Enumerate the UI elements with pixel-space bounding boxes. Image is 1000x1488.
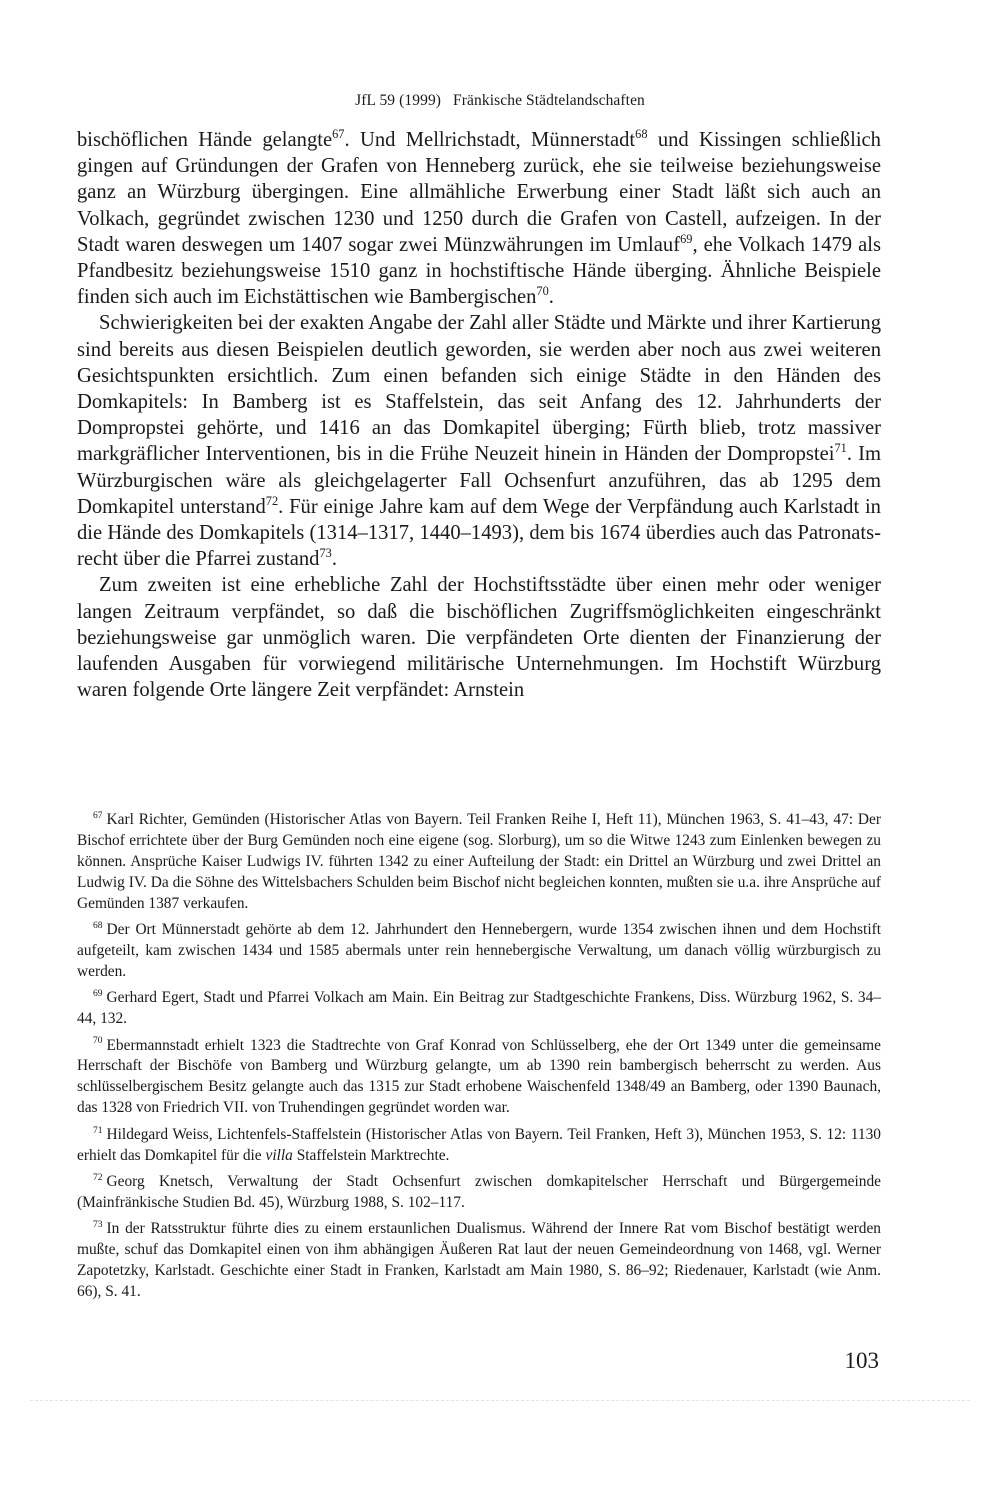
footnote-marker[interactable]: 69 xyxy=(680,231,693,246)
footnote-text: Gerhard Egert, Stadt und Pfarrei Volkach am Main. Ein Beitrag zur Stadtgeschichte Frankens, Diss. Würzburg 1962, S. 34–44, 132. xyxy=(77,989,881,1028)
footnote-number: 71 xyxy=(93,1124,103,1136)
body-paragraph xyxy=(77,127,881,310)
footnote-marker[interactable]: 70 xyxy=(536,284,549,299)
footnote-number: 67 xyxy=(93,809,103,821)
text-run: Schwierigkeiten bei der exakten Angabe der Zahl aller Städte und Märkte und ihrer Kartierung sind bereits aus diesen Beispielen deutlich geworden, sie werden aber noch aus zwei weiteren Gesichtspunkten ersichtlich. Zum einen befanden sich einige Städte in den Händen des Domkapitels: In Bamberg ist es Staffelstein, das seit Anfang des 12. Jahrhunderts der Dompropstei gehörte, und 1416 an das Domkapitel überging; Fürth blieb, trotz massiver markgräflicher Interventionen, bis in die Frühe Neuzeit hinein in Händen der Dompropstei xyxy=(77,312,881,466)
footnote-68 xyxy=(77,920,881,983)
footnote-marker[interactable]: 73 xyxy=(319,546,332,561)
scan-artifact-line xyxy=(30,1400,970,1402)
footnote-number: 68 xyxy=(93,919,103,931)
main-text xyxy=(77,127,881,703)
footnote-number: 72 xyxy=(93,1171,103,1183)
text-run: . xyxy=(548,286,554,309)
footnote-67 xyxy=(77,810,881,915)
text-run: . Und Mellrichstadt, Münnerstadt xyxy=(344,129,636,151)
footnote-text: Karl Richter, Gemünden (Historischer Atlas von Bayern. Teil Franken Reihe I, Heft 11), München 1963, S. 41–43, 47: Der Bischof errichtete über der Burg Gemünden noch eine eigene (sog. Slorburg), um so die Witwe 1243 zum Einlenken bewegen zu können. Ansprüche Kaiser Ludwigs IV. führten 1342 zu einer Aufteilung der Stadt: ein Drittel an Würzburg und zwei Drittel an Ludwig IV. Da die Söhne des Wittelsbachers Schulden beim Bischof nicht begleichen konnten, mußten sie u.a. ihre Ansprüche auf Gemünden 1387 verkaufen. xyxy=(77,811,881,912)
footnote-italic-text: villa xyxy=(265,1146,293,1164)
footnote-marker[interactable]: 71 xyxy=(834,441,847,456)
footnotes xyxy=(77,810,881,1308)
footnote-number: 70 xyxy=(93,1035,103,1047)
footnote-70 xyxy=(77,1036,881,1120)
body-paragraph xyxy=(77,572,881,703)
running-header xyxy=(0,92,1000,110)
page-number: 103 xyxy=(844,1348,879,1373)
footnote-text: Ebermannstadt erhielt 1323 die Stadtrechte von Graf Konrad von Schlüsselberg, ehe der Ort 1349 unter die gemeinsame Herrschaft der Bischöfe von Bamberg und Würzburg gelangte, um ab 1390 rein bambergisch beherrscht zu werden. Aus schlüsselbergischem Besitz gelangte auch das 1315 zur Stadt erhobene Waischenfeld 1348/49 an Bamberg, oder 1390 Baunach, das 1328 von Friedrich VII. von Truhendingen gegründet worden war. xyxy=(77,1036,881,1117)
footnote-text: In der Ratsstruktur führte dies zu einem erstaunlichen Dualismus. Während der Innere Rat vom Bischof bestätigt werden mußte, schuf das Domkapitel einen von ihm abhängigen Äußeren Rat laut der neuen Gemeindeordnung von 1468, vgl. Werner Zapotetzky, Karlstadt. Geschichte einer Stadt in Franken, Karlstadt am Main 1980, S. 86–92; Riedenauer, Karlstadt (wie Anm. 66), S. 41. xyxy=(77,1220,881,1301)
footnote-71 xyxy=(77,1125,881,1167)
text-run: . xyxy=(331,548,337,571)
text-run: , ehe Volkach 1479 als Pfandbesitz beziehungsweise 1510 ganz in hochstiftische Hände überging. Ähnliche Beispiele finden sich auch im Eichstättischen wie Bambergischen xyxy=(77,233,881,309)
footnote-number: 69 xyxy=(93,988,103,1000)
footnote-69 xyxy=(77,988,881,1030)
text-run: . Für einige Jahre kam auf dem Wege der Verpfändung auch Karlstadt in die Hände des Domkapitels (1314–1317, 1440–1493), dem bis 1674 überdies auch das Patronatsrecht über die Pfarrei zustand xyxy=(77,495,881,571)
text-run: bischöflichen Hände gelangte xyxy=(77,129,333,151)
footnote-text: Georg Knetsch, Verwaltung der Stadt Ochsenfurt zwischen domkapitelscher Herrschaft und Bürgergemeinde (Mainfränkische Studien Bd. 45), Würzburg 1988, S. 102–117. xyxy=(77,1173,881,1211)
footnote-73 xyxy=(77,1219,881,1303)
footnote-text: Der Ort Münnerstadt gehörte ab dem 12. Jahrhundert den Hennebergern, wurde 1354 zwischen ihnen und dem Hochstift aufgeteilt, kam zwischen 1434 und 1585 abermals unter rein hennebergische Verwaltung, um danach völlig würzburgisch zu werden. xyxy=(77,921,881,980)
footnote-72 xyxy=(77,1172,881,1214)
footnote-marker[interactable]: 72 xyxy=(265,493,279,508)
footnote-number: 73 xyxy=(93,1219,103,1231)
footnote-text: Staffelstein Marktrechte. xyxy=(292,1146,450,1164)
journal-reference: JfL 59 (1999) xyxy=(355,92,442,109)
footnote-text: Hildegard Weiss, Lichtenfels-Staffelstein (Historischer Atlas von Bayern. Teil Franken, Heft 3), München 1953, S. 12: 1130 erhielt das Domkapitel für die xyxy=(77,1125,881,1164)
body-paragraph xyxy=(77,310,881,572)
footnote-marker[interactable]: 67 xyxy=(332,127,345,142)
text-run: und Kissingen schließlich gingen auf Gründungen der Grafen von Henneberg zurück, ehe sie teilweise beziehungsweise ganz an Würzburg übergingen. Eine allmähliche Erwerbung einer Stadt läßt sich auch an Volkach, gegründet zwischen 1230 und 1250 durch die Grafen von Castell, aufzeigen. In der Stadt waren deswegen um 1407 sogar zwei Münzwährungen im Umlauf xyxy=(77,129,881,256)
footnote-marker[interactable]: 68 xyxy=(635,127,648,142)
text-run: Zum zweiten ist eine erhebliche Zahl der Hochstiftsstädte über einen mehr oder weniger langen Zeitraum verpfändet, so daß die bischöflichen Zugriffsmöglichkeiten eingeschränkt beziehungsweise gar unmöglich waren. Die verpfändeten Orte dienten der Finanzierung der laufenden Ausgaben für vorwiegend militärische Unternehmungen. Im Hochstift Würzburg waren folgende Orte längere Zeit verpfändet: Arnstein xyxy=(77,574,881,702)
text-run: . Im Würzburgischen wäre als gleichgelagerter Fall Ochsenfurt anzuführen, das ab 1295 dem Domkapitel unterstand xyxy=(77,443,881,518)
article-title: Fränkische Städtelandschaften xyxy=(453,92,645,109)
